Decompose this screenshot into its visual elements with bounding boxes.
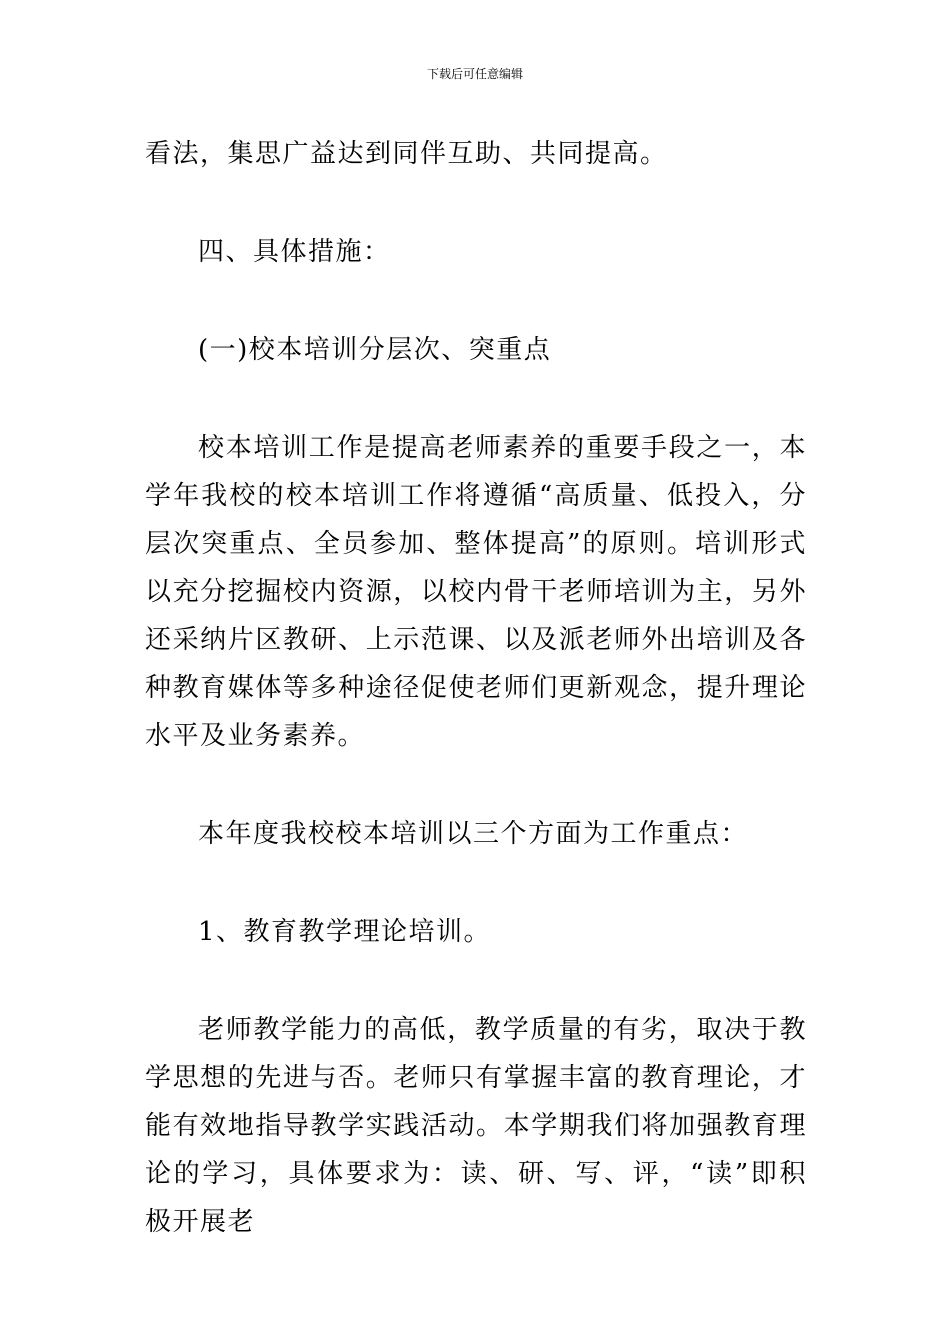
paragraph-theory-training: 老师教学能力的高低，教学质量的有劣，取决于教学思想的先进与否。老师只有掌握丰富的教育理论，才能有效地指导教学实践活动。本学期我们将加强教育理论的学习，具体要求为：读、研、写、评，“读”即积极开展老 bbox=[145, 1015, 807, 1237]
paragraph-training-overview: 校本培训工作是提高老师素养的重要手段之一，本学年我校的校本培训工作将遵循“高质量、低投入，分层次突重点、全员参加、整体提高”的原则。培训形式以充分挖掘校内资源，以校内骨干老师培训为主，另外还采纳片区教研、上示范课、以及派老师外出培训及各种教育媒体等多种途径促使老师们更新观念，提升理论水平及业务素养。 bbox=[145, 433, 807, 751]
list-item-heading: 1、教育教学理论培训。 bbox=[198, 917, 492, 947]
paragraph-continuation: 看法，集思广益达到同伴互助、共同提高。 bbox=[145, 139, 668, 169]
subsection-heading: (一)校本培训分层次、突重点 bbox=[198, 335, 552, 365]
page-header: 下载后可任意编辑 bbox=[426, 67, 523, 81]
section-heading: 四、具体措施： bbox=[198, 237, 391, 267]
document-body bbox=[145, 130, 807, 1246]
paragraph-focus-intro: 本年度我校校本培训以三个方面为工作重点： bbox=[198, 819, 749, 849]
